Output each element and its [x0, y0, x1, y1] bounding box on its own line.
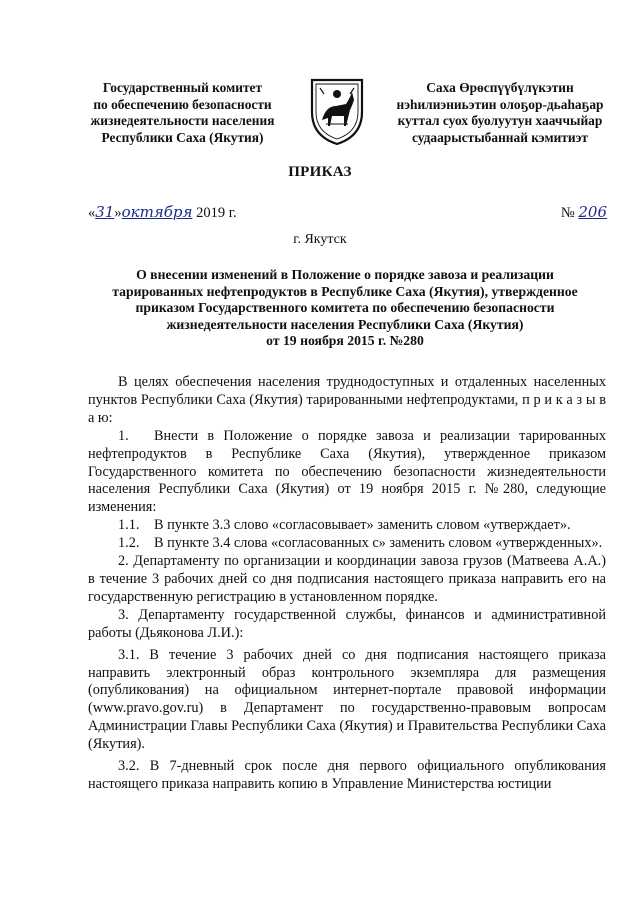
- date-day-handwritten: 31: [95, 203, 115, 221]
- order-body: [88, 374, 606, 794]
- paragraph-1-2-text: В пункте 3.4 слова «согласованных с» заменить словом «утвержденных».: [154, 535, 603, 552]
- paragraph-1-1-number: 1.1.: [118, 517, 140, 534]
- paragraph-1: [88, 428, 606, 518]
- subject-line: жизнедеятельности населения Республики Саха (Якутия): [166, 316, 524, 332]
- date-month-handwritten: октября: [121, 203, 193, 221]
- header-left-line: по обеспечению безопасности: [93, 96, 272, 112]
- paragraph-2: 2. Департаменту по организации и координации завоза грузов (Матвеева А.А.) в течение 3 рабочих дней со дня подписания настоящего приказа направить его на государственную регистрацию в установленном порядке.: [88, 553, 606, 605]
- paragraph-1-1-text: В пункте 3.3 слово «согласовывает» заменить словом «утверждает».: [154, 517, 571, 534]
- paragraph-1-1: [88, 517, 606, 535]
- header-right-line: нэһилиэниьэтин олоҕор-дьаһаҕар: [396, 96, 604, 112]
- header-left-line: Республики Саха (Якутия): [101, 129, 264, 145]
- header-right-line: судаарыстыбаннай кэмитиэт: [412, 129, 588, 145]
- city-line: г. Якутск: [293, 232, 347, 247]
- document-title: ПРИКАЗ: [288, 164, 352, 180]
- paragraph-3-1: 3.1. В течение 3 рабочих дней со дня подписания настоящего приказа направить электронный образ контрольного экземпляра для размещения (опубликования) на официальном интернет-портале правовой информации (www.pravo.gov.ru) в Департамент по государственно-правовым вопросам Администрации Главы Республики Саха (Якутия) и Правительства Республики Саха (Якутия).: [88, 646, 606, 753]
- coat-of-arms-emblem: [302, 72, 372, 148]
- paragraph-1-2: [88, 535, 606, 553]
- date-year: 2019 г.: [192, 205, 237, 221]
- header-right-line: куттал суох буолуутун хааччыйар: [397, 113, 603, 128]
- header-russian: [70, 80, 295, 146]
- header-left-line: жизнедеятельности населения: [90, 113, 275, 128]
- order-subject: [80, 267, 610, 350]
- paragraph-1-2-number: 1.2.: [118, 535, 140, 552]
- date-close-quote: »: [114, 205, 122, 221]
- subject-line: приказом Государственного комитета по обеспечению безопасности: [135, 300, 555, 316]
- header-sakha: [375, 80, 625, 146]
- subject-line: от 19 ноября 2015 г. №280: [266, 333, 424, 349]
- order-number: [561, 203, 607, 222]
- number-handwritten: 206: [578, 203, 607, 221]
- date-open-quote: «: [88, 205, 96, 221]
- paragraph-3-2: 3.2. В 7-дневный срок после дня первого официального опубликования настоящего приказа направить копию в Управление Министерства юстиции: [88, 758, 606, 792]
- order-date: [88, 203, 237, 222]
- paragraph-1-text: Внести в Положение о порядке завоза и реализации тарированных нефтепродуктов в Республике Саха (Якутия), утвержденное приказом Государственного комитета по обеспечению безопасности жизнедеятельности населения Республики Саха (Якутия) от 19 ноября 2015 г. №280, следующие изменения:: [88, 427, 606, 516]
- header-right-line: Саха Өрөспүүбүлүкэтин: [426, 80, 574, 95]
- number-prefix: №: [560, 205, 579, 221]
- intro-paragraph: В целях обеспечения населения труднодоступных и отдаленных населенных пунктов Республики Саха (Якутия) тарированными нефтепродуктами, п р и к а з ы в а ю:: [88, 374, 606, 426]
- header-left-line: Государственный комитет: [102, 80, 263, 95]
- paragraph-3: 3. Департаменту государственной службы, финансов и административной работы (Дьяконова Л.И.):: [88, 606, 606, 641]
- subject-line: тарированных нефтепродуктов в Республике Саха (Якутия), утвержденное: [112, 283, 578, 299]
- subject-line: О внесении изменений в Положение о порядке завоза и реализации: [136, 267, 554, 282]
- paragraph-1-number: 1.: [118, 427, 129, 444]
